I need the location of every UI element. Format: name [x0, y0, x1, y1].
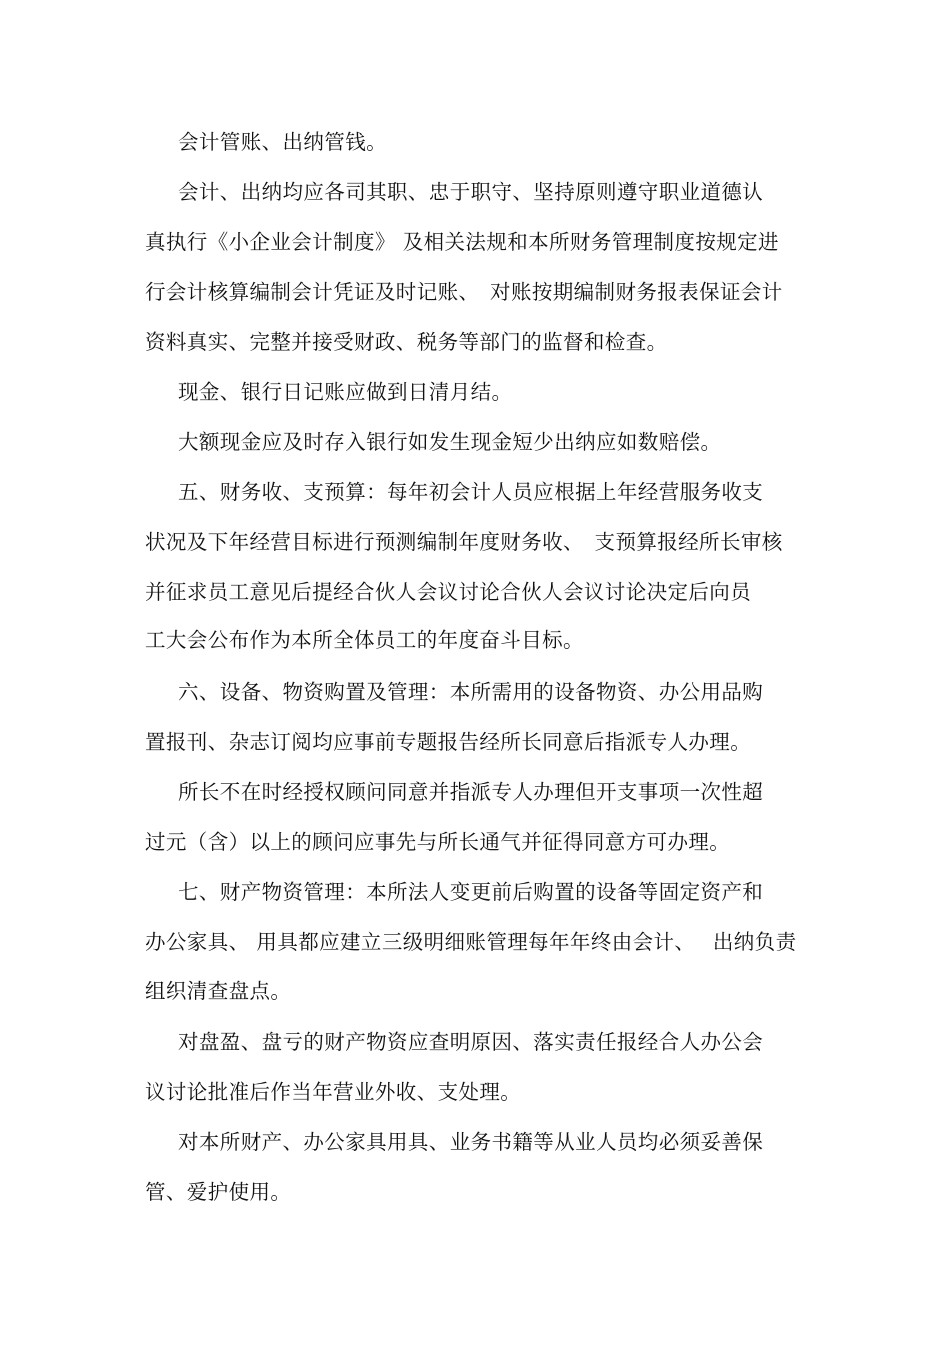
- paragraph-line: 并征求员工意见后提经合伙人会议讨论合伙人会议讨论决定后向员: [145, 580, 752, 604]
- paragraph-line: 议讨论批准后作当年营业外收、支处理。: [145, 1080, 522, 1104]
- paragraph-line: 真执行《小企业会计制度》 及相关法规和本所财务管理制度按规定进: [145, 230, 779, 254]
- paragraph-line: 状况及下年经营目标进行预测编制年度财务收、 支预算报经所长审核: [145, 530, 783, 554]
- paragraph-line: 置报刊、杂志订阅均应事前专题报告经所长同意后指派专人办理。: [145, 730, 752, 754]
- paragraph-line: 办公家具、 用具都应建立三级明细账管理每年年终由会计、 出纳负责: [145, 930, 797, 954]
- paragraph-line: 六、设备、物资购置及管理：本所需用的设备物资、办公用品购: [178, 680, 764, 704]
- paragraph-line: 资料真实、完整并接受财政、税务等部门的监督和检查。: [145, 330, 668, 354]
- paragraph-line: 过元（含）以上的顾问应事先与所长通气并征得同意方可办理。: [145, 830, 731, 854]
- paragraph-line: 组织清查盘点。: [145, 979, 292, 1003]
- paragraph-line: 现金、银行日记账应做到日清月结。: [178, 380, 513, 404]
- paragraph-line: 会计、出纳均应各司其职、忠于职守、坚持原则遵守职业道德认: [178, 180, 764, 204]
- paragraph-line: 工大会公布作为本所全体员工的年度奋斗目标。: [145, 628, 584, 652]
- paragraph-line: 大额现金应及时存入银行如发生现金短少出纳应如数赔偿。: [178, 430, 722, 454]
- paragraph-line: 对盘盈、盘亏的财产物资应查明原因、落实责任报经合人办公会: [178, 1030, 764, 1054]
- paragraph-line: 行会计核算编制会计凭证及时记账、 对账按期编制财务报表保证会计: [145, 280, 783, 304]
- paragraph-line: 所长不在时经授权顾问同意并指派专人办理但开支事项一次性超: [178, 780, 764, 804]
- paragraph-line: 七、财产物资管理：本所法人变更前后购置的设备等固定资产和: [178, 880, 764, 904]
- paragraph-line: 五、财务收、支预算：每年初会计人员应根据上年经营服务收支: [178, 480, 764, 504]
- paragraph-line: 管、爱护使用。: [145, 1180, 292, 1204]
- paragraph-line: 对本所财产、办公家具用具、业务书籍等从业人员均必须妥善保: [178, 1130, 764, 1154]
- paragraph-line: 会计管账、出纳管钱。: [178, 130, 387, 154]
